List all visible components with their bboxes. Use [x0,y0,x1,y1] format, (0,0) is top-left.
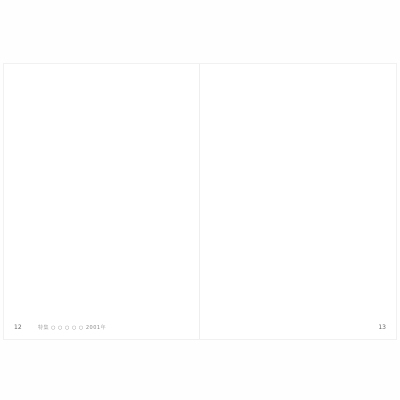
right-page-number: 13 [378,324,386,331]
left-page [4,64,200,339]
right-page [200,64,396,339]
book-spread [4,64,396,339]
running-footer: 特集 ○ ○ ○ ○ ○ 2001年 [38,325,107,331]
right-page-body-text [212,78,384,314]
left-page-number: 12 [14,324,22,331]
left-page-body-text [16,78,188,314]
